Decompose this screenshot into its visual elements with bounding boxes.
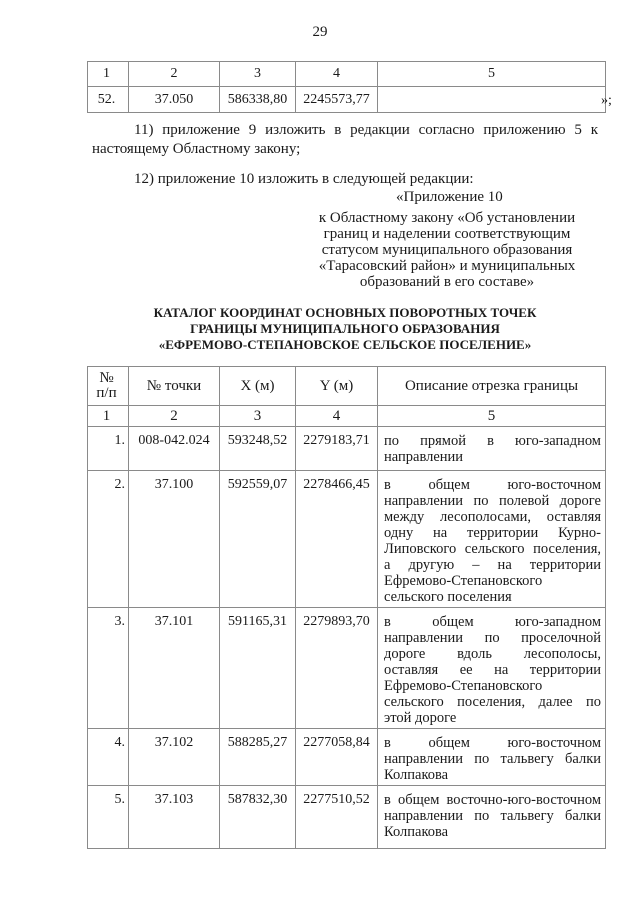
header-text: п/п (96, 385, 117, 401)
table-row (88, 786, 606, 849)
column-number: 4 (296, 62, 378, 87)
y-coordinate: 2277510,52 (296, 786, 378, 849)
point-number: 37.100 (129, 471, 220, 608)
x-coordinate: 586338,80 (220, 87, 296, 113)
point-number: 37.050 (129, 87, 220, 113)
table-row (88, 608, 606, 729)
header-row-number (88, 367, 129, 406)
description-cell (378, 786, 606, 849)
column-number: 5 (378, 406, 606, 427)
row-number: 52. (88, 87, 129, 113)
continued-coordinates-table (87, 61, 606, 113)
column-number: 4 (296, 406, 378, 427)
table-row (88, 427, 606, 471)
table-header-row (88, 367, 606, 406)
catalog-title-line: ГРАНИЦЫ МУНИЦИПАЛЬНОГО ОБРАЗОВАНИЯ (190, 321, 500, 336)
y-coordinate: 2279183,71 (296, 427, 378, 471)
column-number: 1 (88, 62, 129, 87)
column-number: 2 (129, 62, 220, 87)
paragraph-item-11: 11) приложение 9 изложить в редакции согласно приложению 5 к настоящему Областному закону; (92, 122, 598, 157)
header-text: № (99, 370, 114, 386)
catalog-title-line: «ЕФРЕМОВО-СТЕПАНОВСКОЕ СЕЛЬСКОЕ ПОСЕЛЕНИЕ» (158, 337, 532, 352)
paragraph-item-12: 12) приложение 10 изложить в следующей редакции: (134, 171, 474, 187)
page-number: 29 (312, 24, 328, 40)
y-coordinate: 2277058,84 (296, 729, 378, 786)
point-number: 37.102 (129, 729, 220, 786)
x-coordinate: 587832,30 (220, 786, 296, 849)
boundary-description: в общем юго-восточном направлении по полевой дороге между лесополосами, оставляя одну на территории Курно-Липовского сельского поселения, а другую – на территории Ефремово-Степановского сельского поселения (384, 477, 601, 605)
table-row (88, 87, 606, 113)
row-number: 2. (88, 471, 129, 608)
description-cell (378, 608, 606, 729)
header-description: Описание отрезка границы (378, 367, 606, 406)
x-coordinate: 591165,31 (220, 608, 296, 729)
description-cell (378, 427, 606, 471)
column-number: 1 (88, 406, 129, 427)
column-number: 2 (129, 406, 220, 427)
description-cell (378, 729, 606, 786)
point-number: 37.101 (129, 608, 220, 729)
y-coordinate: 2279893,70 (296, 608, 378, 729)
table-row (88, 471, 606, 608)
description-cell (378, 471, 606, 608)
row-number: 5. (88, 786, 129, 849)
appendix-title: «Приложение 10 (396, 189, 503, 205)
header-point-number: № точки (129, 367, 220, 406)
boundary-description: в общем юго-западном направлении по проселочной дороге вдоль лесополосы, оставляя ее на территории Ефремово-Степановского сельского поселения, далее по этой дороге (384, 614, 601, 726)
catalog-title-line: КАТАЛОГ КООРДИНАТ ОСНОВНЫХ ПОВОРОТНЫХ ТОЧЕК (153, 305, 537, 320)
y-coordinate: 2245573,77 (296, 87, 378, 113)
boundary-description (378, 87, 606, 113)
column-number: 5 (378, 62, 606, 87)
coordinates-table (87, 366, 606, 849)
header-x: X (м) (220, 367, 296, 406)
row-number: 4. (88, 729, 129, 786)
appendix-caption: к Областному закону «Об установлении границ и наделении соответствующим статусом муниципального образования «Тарасовский район» и муниципальных образований в его составе» (318, 210, 576, 290)
x-coordinate: 593248,52 (220, 427, 296, 471)
column-number-row (88, 62, 606, 87)
table-row (88, 729, 606, 786)
y-coordinate: 2278466,45 (296, 471, 378, 608)
header-y: Y (м) (296, 367, 378, 406)
boundary-description: в общем юго-восточном направлении по тальвегу балки Колпакова (384, 735, 601, 783)
boundary-description: в общем восточно-юго-восточном направлении по тальвегу балки Колпакова (384, 792, 601, 840)
point-number: 008-042.024 (129, 427, 220, 471)
catalog-title (92, 305, 598, 353)
row-number: 3. (88, 608, 129, 729)
x-coordinate: 592559,07 (220, 471, 296, 608)
point-number: 37.103 (129, 786, 220, 849)
row-number: 1. (88, 427, 129, 471)
column-number: 3 (220, 406, 296, 427)
column-number: 3 (220, 62, 296, 87)
closing-quote: »; (601, 93, 612, 108)
boundary-description: по прямой в юго-западном направлении (384, 433, 601, 465)
x-coordinate: 588285,27 (220, 729, 296, 786)
column-number-row (88, 406, 606, 427)
